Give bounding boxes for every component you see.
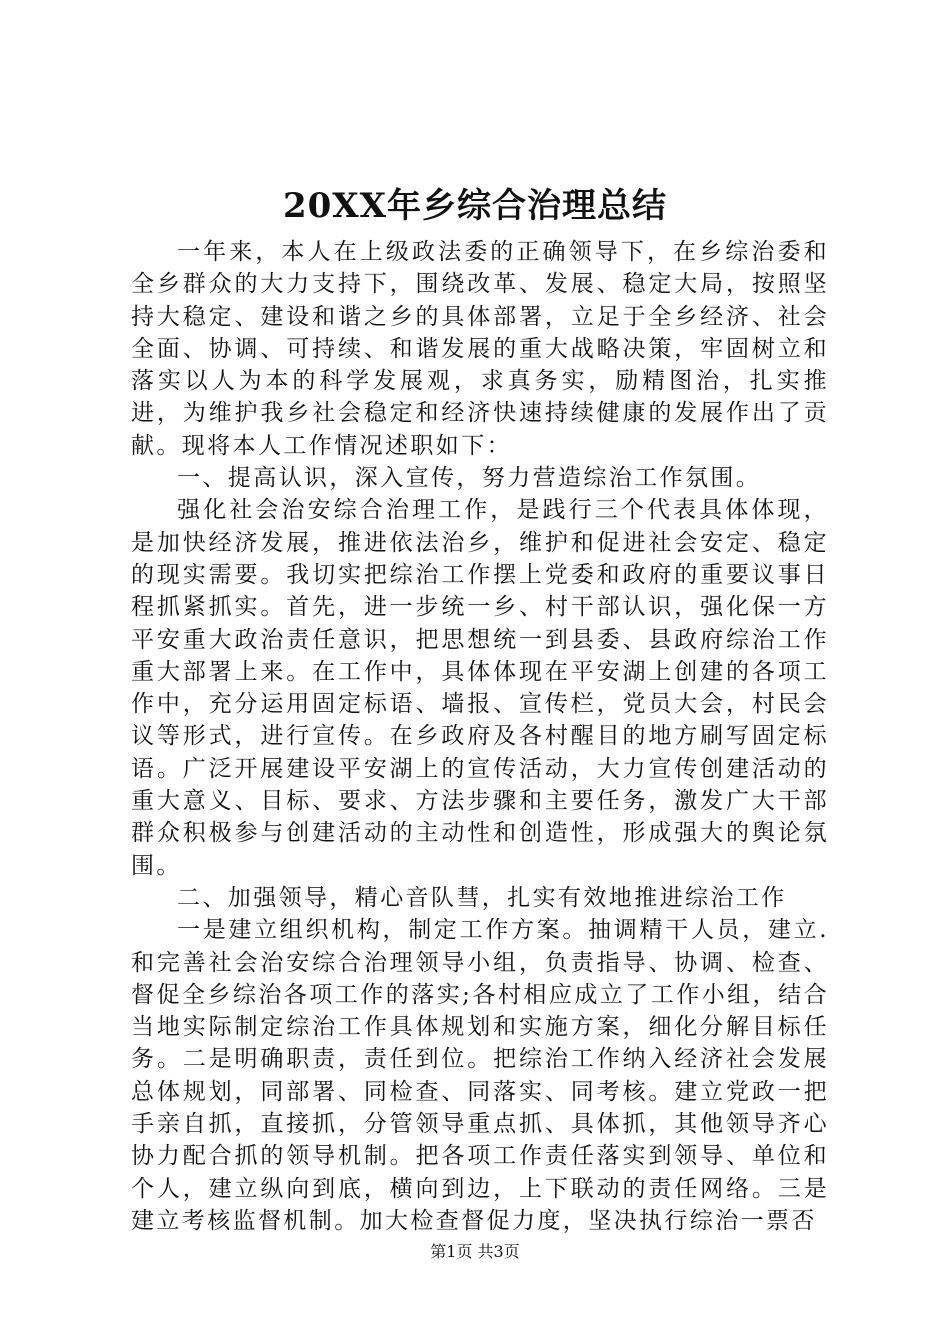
document-body — [131, 236, 829, 1237]
document-title: 20XX年乡综合治理总结 — [282, 186, 668, 226]
paragraph-intro: 一年来，本人在上级政法委的正确领导下，在乡综治委和全乡群众的大力支持下，围绕改革、发展、稳定大局，按照坚持大稳定、建设和谐之乡的具体部署，立足于全乡经济、社会全面、协调、可持续、和谐发展的重大战略决策，牢固树立和落实以人为本的科学发展观，求真务实，励精图治，扎实推进，为维护我乡社会稳定和经济快速持续健康的发展作出了贡献。现将本人工作情况述职如下： — [131, 239, 829, 459]
page-footer: 第1页 共3页 — [430, 1242, 520, 1261]
paragraph-section-1: 强化社会治安综合治理工作，是践行三个代表具体体现，是加快经济发展，推进依法治乡，维护和促进社会安定、稳定的现实需要。我切实把综治工作摆上党委和政府的重要议事日程抓紧抓实。首先，进一步统一乡、村干部认识，强化保一方平安重大政治责任意识，把思想统一到县委、县政府综治工作重大部署上来。在工作中，具体体现在平安湖上创建的各项工作中，充分运用固定标语、墙报、宣传栏，党员大会，村民会议等形式，进行宣传。在乡政府及各村醒目的地方刷写固定标语。广泛开展建设平安湖上的宣传活动，大力宣传创建活动的重大意义、目标、要求、方法步骤和主要任务，激发广大干部群众积极参与创建活动的主动性和创造性，形成强大的舆论氛围。 — [131, 497, 829, 879]
section-heading-2: 二、加强领导，精心音队彗，扎实有效地推进综治工作 — [177, 884, 787, 911]
paragraph-section-2: 一是建立组织机构，制定工作方案。抽调精干人员，建立.和完善社会治安综合治理领导小组，负责指导、协调、检查、督促全乡综治各项工作的落实;各村相应成立了工作小组，结合当地实际制定综治工作具体规划和实施方案，细化分解目标任务。二是明确职责，责任到位。把综治工作纳入经济社会发展总体规划，同部署、同检查、同落实、同考核。建立党政一把手亲自抓，直接抓，分管领导重点抓、具体抓，其他领导齐心协力配合抓的领导机制。把各项工作责任落实到领导、单位和个人，建立纵向到底，横向到边，上下联动的责任网络。三是建立考核监督机制。加大检查督促力度，坚决执行综治一票否 — [131, 917, 829, 1234]
section-heading-1: 一、提高认识，深入宣传，努力营造综治工作氛围。 — [177, 465, 762, 492]
